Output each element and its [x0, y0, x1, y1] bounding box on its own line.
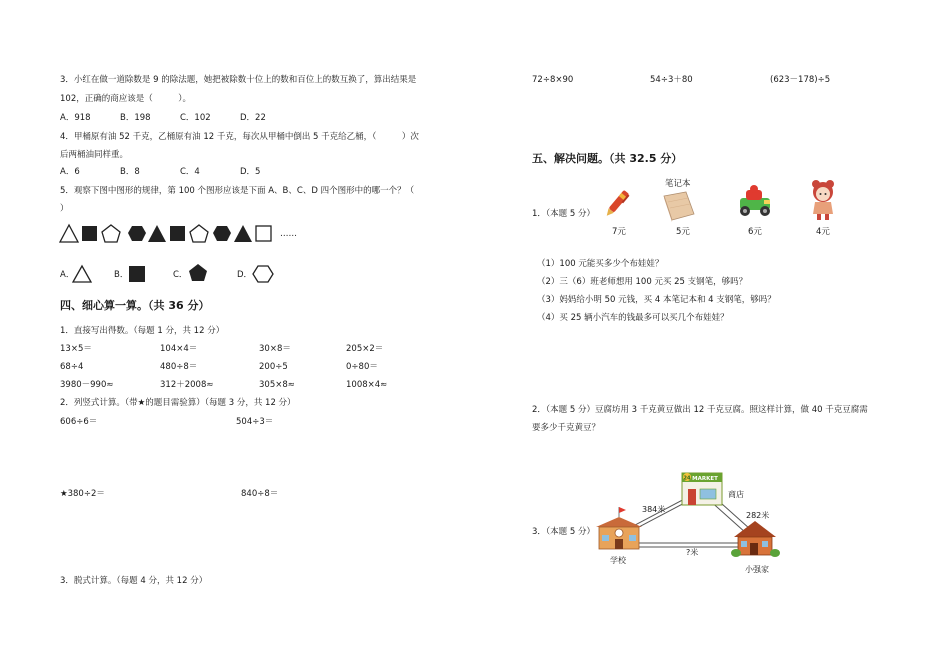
q4-option-a: A．6 [60, 167, 80, 177]
q4-option-d: D．5 [240, 167, 261, 177]
calc-cell: 104×4＝ [160, 344, 198, 354]
calc-expression-2: 54÷3＋80 [650, 75, 693, 85]
shop-label: 商店 [728, 490, 744, 499]
notebook-label: 笔记本 [665, 179, 691, 189]
triangle-filled-shape [148, 225, 166, 242]
route-diagram [590, 465, 790, 577]
triangle-shape [60, 225, 78, 242]
car-price: 6元 [748, 227, 762, 237]
notebook-price: 5元 [676, 227, 690, 237]
vertical-calc-1: 606÷6＝ [60, 417, 98, 427]
problem2-line1: 2．（本题 5 分）豆腐坊用 3 千克黄豆做出 12 千克豆腐。照这样计算，做 40 千克豆腐需 [532, 405, 868, 415]
q5-option-c-label: C． [173, 270, 188, 280]
section5-title: 五、解决问题。（共 32.5 分） [532, 152, 683, 165]
q3-option-b: B．198 [120, 113, 151, 123]
problem3-label: 3．（本题 5 分） [532, 527, 595, 537]
q3-text-line2: 102，正确的商应该是（ ）。 [60, 94, 191, 104]
problem2-line2: 要多少千克黄豆？ [532, 423, 601, 433]
calc-cell: 305×8≈ [259, 380, 295, 390]
sub3-title: 3．脱式计算。（每题 4 分，共 12 分） [60, 576, 208, 586]
pen-icon [600, 186, 632, 222]
problem1-part3: （3）妈妈给小明 50 元钱，买 4 本笔记本和 4 支钢笔，够吗？ [537, 295, 776, 305]
market-24-label: 24 [683, 475, 691, 482]
square-filled-shape [82, 226, 97, 241]
school-building-icon [596, 507, 642, 549]
calc-cell: 0÷80＝ [346, 362, 378, 372]
problem1-label: 1．（本题 5 分） [532, 209, 595, 219]
pentagon-outline-shape [102, 225, 120, 242]
q5-option-d-label: D． [237, 270, 253, 280]
q5-option-b-label: B． [114, 270, 129, 280]
q3-option-d: D．22 [240, 113, 266, 123]
sub1-title: 1．直接写出得数。（每题 1 分，共 12 分） [60, 326, 225, 336]
q4-text-line2: 后两桶油同样重。 [60, 150, 129, 160]
q3-option-a: A．918 [60, 113, 91, 123]
vertical-calc-4: 840÷8＝ [241, 489, 279, 499]
q4-text-line1: 4．甲桶原有油 52 千克，乙桶原有油 12 千克，每次从甲桶中倒出 5 千克给乙桶，（ ）次 [60, 132, 419, 142]
home-label: 小强家 [745, 565, 769, 574]
option-b-square-icon [128, 265, 146, 283]
q5-option-a-label: A． [60, 270, 75, 280]
distance-shop-home: 282米 [746, 511, 770, 520]
calc-cell: 68÷4 [60, 362, 84, 372]
q3-option-c: C．102 [180, 113, 211, 123]
triangle-filled-shape-2 [234, 225, 252, 242]
pentagon-outline-shape-2 [190, 225, 208, 242]
calc-cell: 205×2＝ [346, 344, 384, 354]
option-a-triangle-icon [72, 264, 92, 284]
market-sign-label: MARKET [692, 476, 718, 482]
option-d-hexagon-icon [252, 264, 274, 284]
section4-title: 四、细心算一算。（共 36 分） [60, 299, 210, 312]
hexagon-filled-shape [128, 226, 146, 241]
calc-cell: 30×8＝ [259, 344, 291, 354]
notebook-icon [660, 190, 696, 222]
doll-icon [808, 180, 838, 222]
calc-cell: 480÷8＝ [160, 362, 198, 372]
sub2-title: 2．列竖式计算。（带★的题目需验算）（每题 3 分，共 12 分） [60, 398, 296, 408]
vertical-calc-2: 504÷3＝ [236, 417, 274, 427]
doll-price: 4元 [816, 227, 830, 237]
shape-sequence [58, 222, 288, 246]
toy-car-icon [734, 182, 774, 220]
option-c-pentagon-icon [188, 263, 208, 283]
calc-cell: 13×5＝ [60, 344, 92, 354]
q3-text-line1: 3．小红在做一道除数是 9 的除法题，她把被除数十位上的数和百位上的数互换了，算出结果是 [60, 75, 417, 85]
calc-cell: 3980－990≈ [60, 380, 114, 390]
hexagon-filled-shape-2 [213, 226, 231, 241]
calc-cell: 200÷5 [259, 362, 288, 372]
q5-ellipsis: …… [280, 229, 297, 239]
square-filled-shape-2 [170, 226, 185, 241]
calc-expression-3: (623－178)÷5 [770, 75, 831, 85]
calc-cell: 312＋2008≈ [160, 380, 214, 390]
calc-expression-1: 72÷8×90 [532, 75, 574, 85]
distance-school-home: ?米 [686, 548, 699, 557]
problem1-part4: （4）买 25 辆小汽车的钱最多可以买几个布娃娃？ [537, 313, 729, 323]
q4-option-b: B．8 [120, 167, 140, 177]
q5-text-line1: 5．观察下图中图形的规律，第 100 个图形应该是下面 A、B、C、D 四个图形中的哪一个？（ [60, 186, 415, 196]
school-label: 学校 [610, 556, 626, 565]
q4-option-c: C．4 [180, 167, 200, 177]
square-outline-shape [256, 226, 271, 241]
problem1-part2: （2）三（6）班老师想用 100 元买 25 支钢笔，够吗？ [537, 277, 748, 287]
problem1-part1: （1）100 元能买多少个布娃娃？ [537, 259, 664, 269]
pen-price: 7元 [612, 227, 626, 237]
distance-school-shop: 384米 [642, 505, 666, 514]
q5-text-line2: ） [60, 204, 69, 214]
calc-cell: 1008×4≈ [346, 380, 388, 390]
vertical-calc-3: ★380÷2＝ [60, 489, 105, 499]
